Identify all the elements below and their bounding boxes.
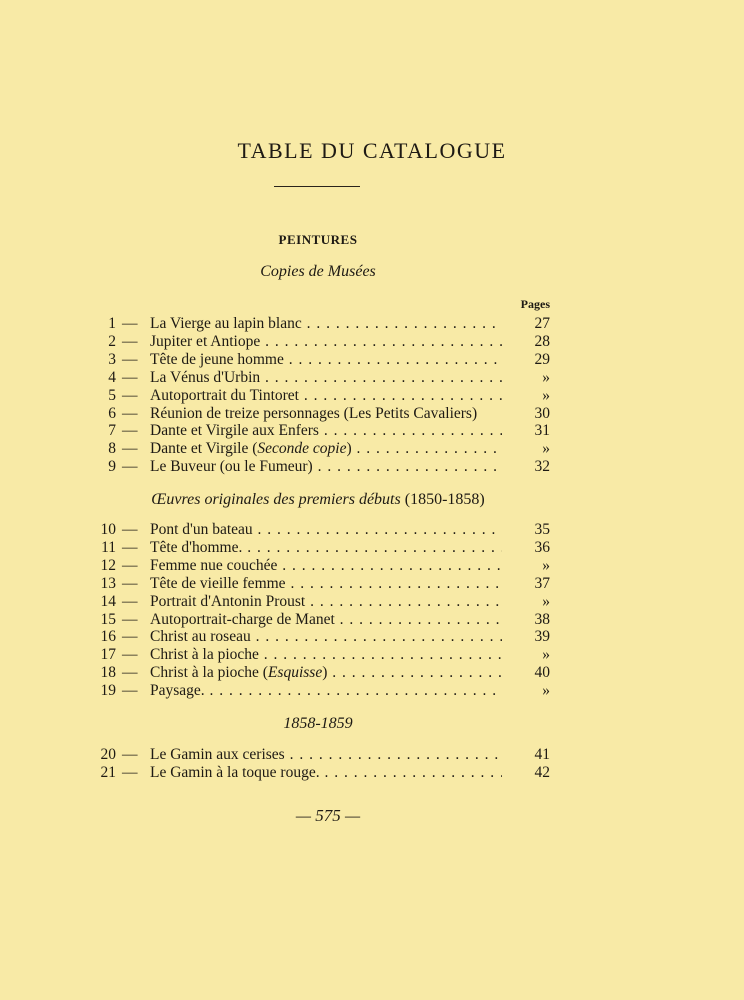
entry-title-leader: [150, 369, 502, 387]
subsection-title-oeuvres: [0, 491, 636, 509]
entry-page: 36: [534, 538, 550, 556]
subsection-title-copies: Copies de Musées: [260, 263, 376, 280]
entry-title: Christ à la pioche (Esquisse): [150, 664, 328, 682]
entry-title: Tête de vieille femme: [150, 574, 286, 592]
entry-number: 21: [100, 763, 116, 781]
entry-number: 6: [108, 404, 116, 422]
entry-title-leader: [150, 628, 502, 646]
entry-dash: —: [122, 763, 138, 781]
entry-dash: —: [122, 440, 138, 458]
entry-title-leader: [150, 593, 502, 611]
entry-dash: —: [122, 404, 138, 422]
entry-page: »: [542, 682, 550, 700]
entry-page: 31: [534, 422, 550, 440]
entry-dash: —: [122, 646, 138, 664]
entry-title-leader: [150, 611, 502, 629]
page-title: TABLE DU CATALOGUE: [237, 138, 507, 163]
subsection-title-oeuvres-text: Œuvres originales des premiers débuts: [151, 491, 401, 508]
entry-title-leader: [150, 405, 515, 423]
entry-title: Dante et Virgile (Seconde copie): [150, 440, 352, 458]
entry-dash: —: [122, 422, 138, 440]
entry-number: 18: [100, 664, 116, 682]
entry-dash: —: [122, 682, 138, 700]
entry-title: Tête de jeune homme: [150, 350, 284, 368]
entry-dash: —: [122, 746, 138, 763]
entry-number: 3: [108, 350, 116, 368]
entry-number: 4: [108, 368, 116, 386]
catalogue-entry: [0, 458, 744, 476]
entry-number: 13: [100, 574, 116, 592]
entry-number: 5: [108, 386, 116, 404]
entry-number: 16: [100, 628, 116, 646]
entry-title: Le Gamin aux cerises: [150, 746, 285, 763]
entry-title-leader: [150, 521, 502, 539]
catalogue-entry: [0, 764, 744, 782]
entry-number: 8: [108, 440, 116, 458]
entry-dash: —: [122, 628, 138, 646]
catalogue-entry: [0, 521, 744, 539]
entry-title: Femme nue couchée: [150, 556, 278, 574]
entry-number: 11: [101, 538, 116, 556]
entry-number: 20: [100, 746, 116, 763]
entry-title: Le Gamin à la toque rouge.: [150, 763, 320, 781]
catalogue-entry: [0, 575, 744, 593]
entry-title-italic: Seconde copie: [257, 440, 347, 458]
entry-number: 19: [100, 682, 116, 700]
entry-number: 12: [100, 556, 116, 574]
entry-page: 37: [534, 574, 550, 592]
entry-title: Autoportrait du Tintoret: [150, 386, 299, 404]
entry-title: Tête d'homme.: [150, 538, 243, 556]
entry-title-leader: [150, 539, 502, 557]
section-heading: PEINTURES: [278, 232, 358, 247]
entry-title: Pont d'un bateau: [150, 521, 253, 538]
entry-title-leader: [150, 440, 502, 458]
entry-dash: —: [122, 574, 138, 592]
entry-dash: —: [122, 610, 138, 628]
entry-title: Le Buveur (ou le Fumeur): [150, 458, 313, 476]
entry-number: 15: [100, 610, 116, 628]
entry-dash: —: [122, 350, 138, 368]
catalogue-entry: [0, 682, 744, 700]
entry-dash: —: [122, 592, 138, 610]
entry-page: 35: [534, 521, 550, 538]
entry-title-leader: [150, 557, 502, 575]
page-number: — 575 —: [295, 806, 361, 825]
catalogue-entry: [0, 440, 744, 458]
entry-title: Christ à la pioche: [150, 646, 259, 664]
entry-title-leader: [150, 664, 502, 682]
entry-number: 14: [100, 592, 116, 610]
entry-dash: —: [122, 386, 138, 404]
entry-dash: —: [122, 521, 138, 538]
entry-page: »: [542, 386, 550, 404]
entry-title-italic: Esquisse: [267, 664, 323, 682]
subsection-title-oeuvres-dates: (1850-1858): [404, 491, 485, 508]
entry-title: Paysage.: [150, 682, 205, 700]
entry-title-leader: [150, 422, 502, 440]
entry-number: 9: [108, 458, 116, 476]
entry-page: 27: [534, 315, 550, 332]
entry-dash: —: [122, 538, 138, 556]
catalogue-entry: [0, 746, 744, 764]
entry-title-leader: [150, 764, 502, 782]
subsection-title-1858: 1858-1859: [283, 715, 353, 732]
catalogue-entry: [0, 405, 744, 423]
entry-dash: —: [122, 556, 138, 574]
entry-dash: —: [122, 664, 138, 682]
catalogue-entry: [0, 351, 744, 369]
catalogue-entry: [0, 593, 744, 611]
catalogue-entry: [0, 387, 744, 405]
entry-title: Réunion de treize personnages (Les Petits Cavaliers): [150, 404, 478, 422]
entry-number: 2: [108, 332, 116, 350]
entry-page: »: [542, 592, 550, 610]
entry-title: Autoportrait-charge de Manet: [150, 610, 335, 628]
entry-dash: —: [122, 332, 138, 350]
entry-page: 30: [534, 404, 550, 422]
entry-title: La Vénus d'Urbin: [150, 368, 261, 386]
entry-title: Jupiter et Antiope: [150, 332, 261, 350]
catalogue-entry: [0, 611, 744, 629]
entry-number: 17: [100, 646, 116, 664]
entry-page: »: [542, 646, 550, 664]
entry-title-leader: [150, 575, 502, 593]
entry-title: La Vierge au lapin blanc: [150, 315, 302, 332]
entry-page: »: [542, 368, 550, 386]
entry-title: Christ au roseau: [150, 628, 251, 646]
entry-number: 7: [108, 422, 116, 440]
pages-column-header: Pages: [520, 297, 550, 311]
entry-page: 42: [534, 763, 550, 781]
entry-dash: —: [122, 368, 138, 386]
entry-page: »: [542, 440, 550, 458]
entry-title-leader: [150, 351, 502, 369]
entry-page: 32: [534, 458, 550, 476]
catalogue-entry: [0, 333, 744, 351]
entry-title-leader: [150, 746, 502, 764]
catalogue-entry: [0, 664, 744, 682]
catalogue-entry: [0, 628, 744, 646]
entry-dash: —: [122, 458, 138, 476]
title-rule: [274, 186, 360, 187]
entry-page: 28: [534, 332, 550, 350]
entry-number: 1: [108, 315, 116, 332]
entry-page: 41: [534, 746, 550, 763]
entry-title-leader: [150, 315, 502, 333]
entry-page: 39: [534, 628, 550, 646]
entry-page: »: [542, 556, 550, 574]
entry-title-leader: [150, 646, 502, 664]
entry-title-leader: [150, 458, 502, 476]
catalogue-entry: [0, 646, 744, 664]
entry-title-leader: [150, 333, 502, 351]
catalogue-entry: [0, 557, 744, 575]
entry-title: Portrait d'Antonin Proust: [150, 592, 306, 610]
entry-page: 29: [534, 350, 550, 368]
catalogue-entry: [0, 422, 744, 440]
entry-title: Dante et Virgile aux Enfers: [150, 422, 319, 440]
catalogue-entry: [0, 539, 744, 557]
catalogue-entry: [0, 315, 744, 333]
entry-page: 38: [534, 610, 550, 628]
entry-title-leader: [150, 682, 502, 700]
catalogue-entry: [0, 369, 744, 387]
entry-page: 40: [534, 664, 550, 682]
entry-number: 10: [100, 521, 116, 538]
entry-dash: —: [122, 315, 138, 332]
entry-title-leader: [150, 387, 502, 405]
